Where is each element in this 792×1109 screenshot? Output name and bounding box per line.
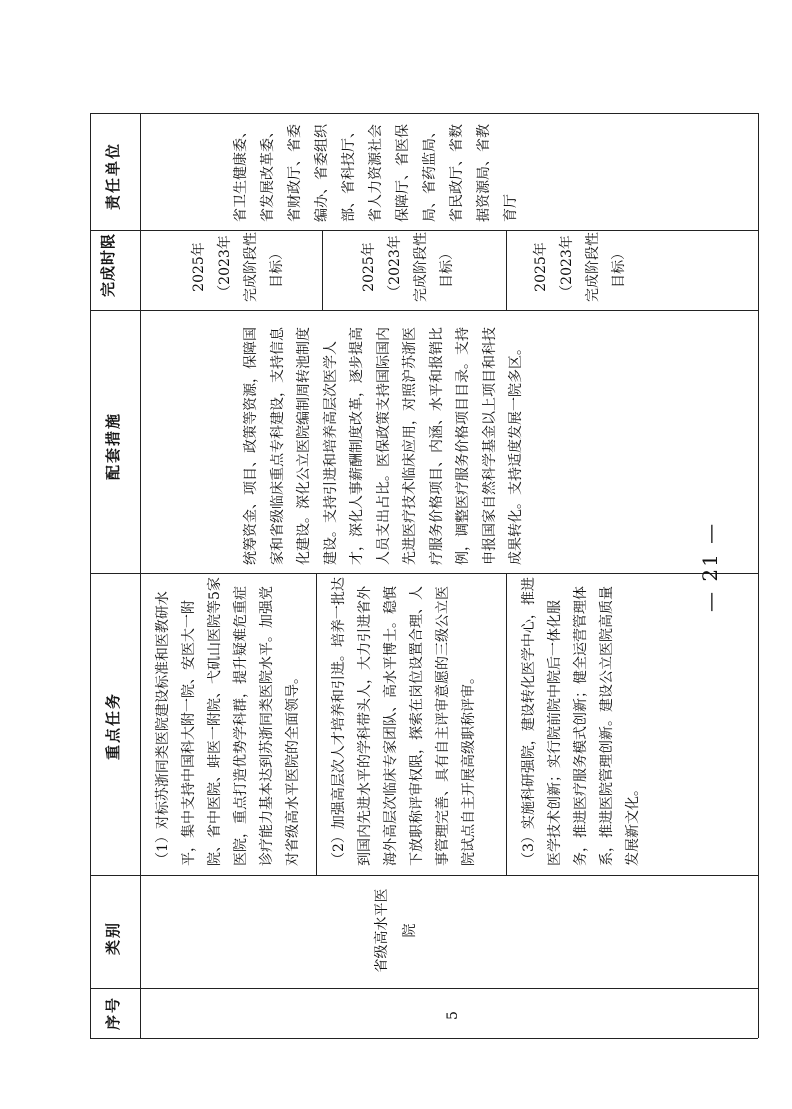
deadline-2: 2025年（2023年完成阶段性目标） xyxy=(361,232,455,302)
table-border-top xyxy=(758,113,759,1038)
table-border-right xyxy=(90,113,758,114)
header-deadline: 完成时限 xyxy=(99,233,117,298)
column-divider-unit xyxy=(90,230,758,231)
header-row-divider xyxy=(140,113,141,1038)
column-divider-task xyxy=(90,875,758,876)
header-category: 类别 xyxy=(104,920,122,955)
task-1: （1）对标苏浙同类医院建设标准和医教研水平，集中支持中国科大附一院、安医大一附院、省中医院、蚌医一附院、弋矶山医院等5家医院，重点打造优势学科群，提升疑难危重症诊疗能力基本达到苏浙同类医院水平。加强党对省级高水平医院的全面领导。 xyxy=(155,577,301,866)
task-3: （3）实施科研强院，建设转化医学中心，推进医学技术创新；实行院前院中院后一体化服务，推进医疗服务模式创新；健全运营管理体系，推进医院管理创新。建设公立医院高质量发展新文化。 xyxy=(521,577,641,866)
header-unit: 责任单位 xyxy=(104,141,122,210)
column-divider-category xyxy=(90,988,758,989)
table-border-left xyxy=(90,1038,758,1039)
header-seq: 序号 xyxy=(104,995,122,1030)
measures-cell: 统筹资金、项目、政策等资源，保障国家和省级临床重点专科建设，支持信息化建设。深化公立医院编制周转池制度建设。支持引进和培养高层次医学人才，深化人事薪酬制度改革，逐步提高人员支出占比。医保政策支持国际国内先进医疗技术临床应用，对照沪苏浙医疗服务价格项目、内涵、水平和报销比例，调整医疗服务价格项目目录。支持申报国家自然科学基金以上项目和科技成果转化。支持适度发展一院多区。 xyxy=(243,327,524,565)
task-subrow-divider-1 xyxy=(316,573,317,875)
category-cell: 省级高水平医院 xyxy=(374,888,418,973)
task-subrow-divider-2 xyxy=(506,573,507,875)
header-task: 重点任务 xyxy=(104,691,122,760)
deadline-3: 2025年（2023年完成阶段性目标） xyxy=(533,232,627,302)
task-2: （2）加强高层次人才培养和引进。培养一批达到国内先进水平的学科带头人，大力引进省外海外高层次临床专家团队、高水平博士。稳慎下放职称评审权限，探索在岗位设置合理、人事管理完善、具有自主评审意愿的三级公立医院试点自主开展高级职称评审。 xyxy=(331,577,477,866)
table-border-bottom xyxy=(90,113,91,1038)
deadline-subrow-divider-2 xyxy=(506,230,507,310)
column-divider-measures xyxy=(90,573,758,574)
seq-cell: 5 xyxy=(445,1011,461,1020)
column-divider-deadline xyxy=(90,310,758,311)
page-number: — 21 — xyxy=(698,521,722,612)
deadline-subrow-divider-1 xyxy=(322,230,323,310)
header-measures: 配套措施 xyxy=(104,411,122,480)
unit-cell: 省卫生健康委、省发展改革委、省财政厅、省委编办、省委组织部、省科技厅、省人力资源社会保障厅、省医保局、省药监局、省民政厅、省数据资源局、省教育厅 xyxy=(233,124,519,222)
deadline-1: 2025年（2023年完成阶段性目标） xyxy=(191,232,285,302)
